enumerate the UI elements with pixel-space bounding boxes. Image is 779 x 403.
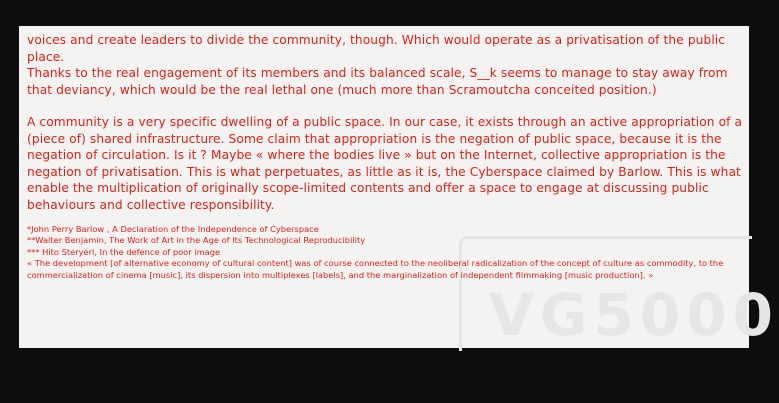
paragraph-3: A community is a very specific dwelling of a public space. In our case, it exists through an active appropriation of a (piece of) shared infrastructure. Some claim that appropriation is the negation of public space, because it is the negation of circulation. Is it ? Maybe « where the bodies live » but on the Internet, collective appropriation is the negation of privatisation. This is what perpetuates, as little as it is, the Cyberspace claimed by Barlow. This is what enable the multiplication of originally scope-limited contents and offer a space to engage at discussing public behaviours and collective responsibility.	[27, 115, 743, 212]
footnote-1: *John Perry Barlow , A Declaration of the Independence of Cyberspace	[27, 224, 319, 234]
footnote-2: **Walter Benjamin, The Work of Art in the Age of Its Technological Reproducibility	[27, 235, 366, 246]
footnote-3: *** Hito Steryerl, In the defence of poor image	[27, 246, 221, 257]
document-body	[27, 32, 743, 281]
background-watermark-graphic: VG5000	[489, 281, 779, 349]
paper-sheet	[19, 26, 779, 349]
paragraph-2: Thanks to the real engagement of its members and its balanced scale, S__k seems to manage to stay away from that deviancy, which would be the real lethal one (much more than Scramoutcha conceited position.)	[27, 66, 728, 97]
paragraph-1: voices and create leaders to divide the community, though. Which would operate as a privatisation of the public place.	[27, 33, 726, 64]
footnote-quote: « The development [of alternative economy of cultural content] was of course connected to the neoliberal radicalization of the concept of culture as commodity, to the commercialization of cinema [music], its dispersion into multiplexes [labels], and the marginalization of independent filmmaking [music production]. »	[27, 258, 724, 280]
